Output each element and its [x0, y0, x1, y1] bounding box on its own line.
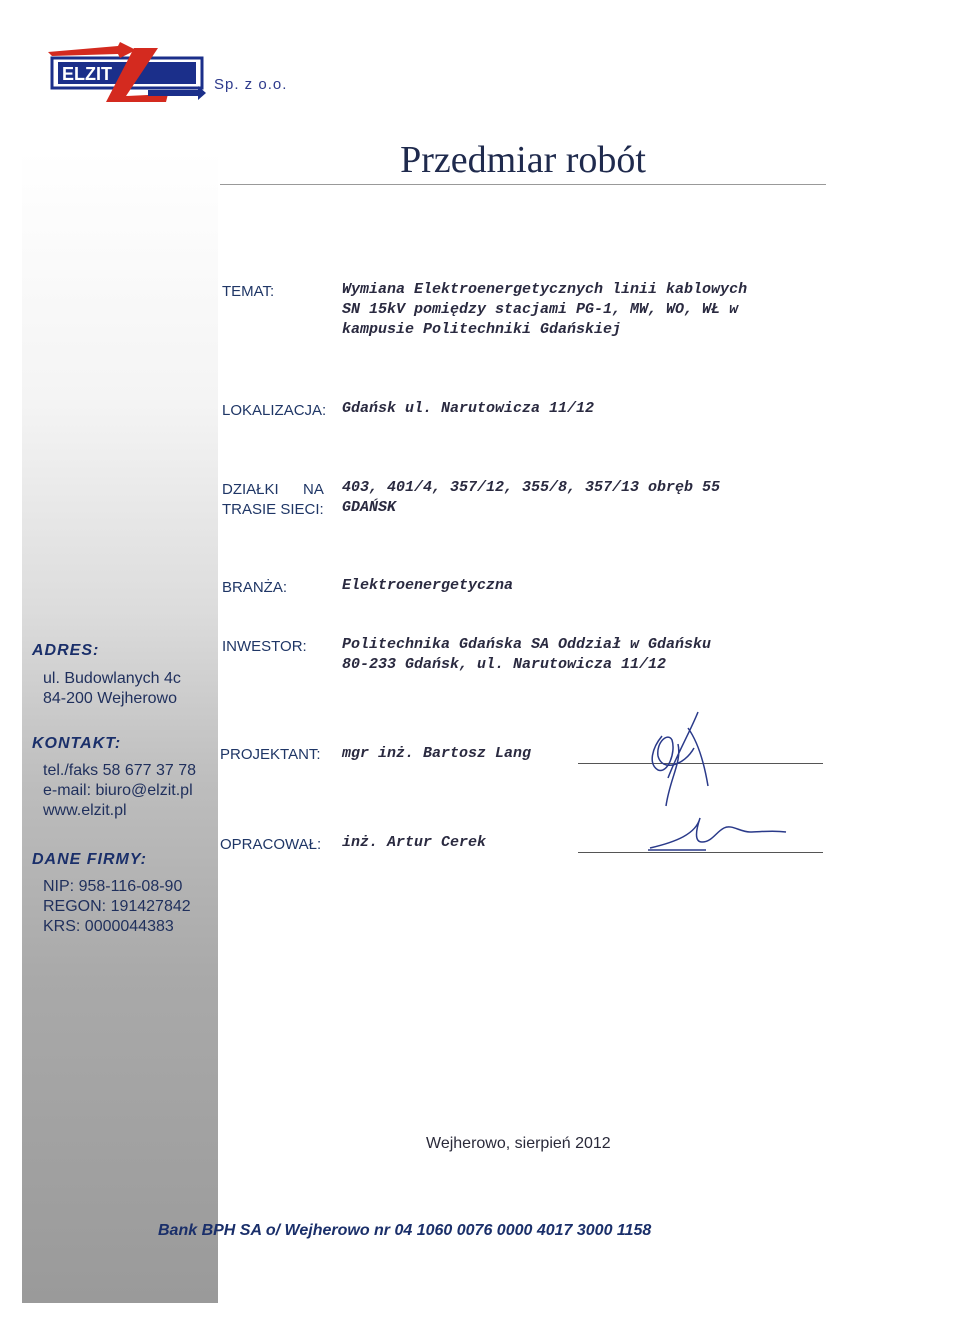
- inwestor-value-line-2: 80-233 Gdańsk, ul. Narutowicza 11/12: [342, 656, 667, 673]
- elzit-logo: [48, 42, 206, 104]
- company-suffix: Sp. z o.o.: [214, 76, 288, 93]
- sidebar-dane-line-1: NIP: 958-116-08-90: [43, 878, 183, 895]
- temat-label: TEMAT:: [222, 283, 275, 300]
- page-title: Przedmiar robót: [400, 139, 646, 181]
- place-and-date: Wejherowo, sierpień 2012: [426, 1135, 611, 1152]
- sidebar-dane-line-3: KRS: 0000044383: [43, 918, 174, 935]
- sidebar-dane-line-2: REGON: 191427842: [43, 898, 191, 915]
- sidebar-gradient: [22, 150, 218, 1303]
- opracowal-signature: [646, 812, 790, 854]
- projektant-signature: [638, 708, 718, 812]
- dzialki-label-2: NA: [303, 481, 324, 498]
- temat-value-line-2: SN 15kV pomiędzy stacjami PG-1, MW, WO, WŁ w: [342, 301, 739, 318]
- temat-value-line-3: kampusie Politechniki Gdańskiej: [342, 321, 622, 338]
- dzialki-value-line-2: GDAŃSK: [342, 499, 397, 516]
- lokalizacja-label: LOKALIZACJA:: [222, 402, 327, 419]
- sidebar-kontakt-line-1: tel./faks 58 677 37 78: [43, 762, 196, 779]
- opracowal-label: OPRACOWAŁ:: [220, 836, 322, 853]
- opracowal-value: inż. Artur Cerek: [342, 834, 487, 851]
- sidebar-kontakt-heading: KONTAKT:: [32, 735, 122, 752]
- projektant-label: PROJEKTANT:: [220, 746, 321, 763]
- inwestor-value-line-1: Politechnika Gdańska SA Oddział w Gdańsku: [342, 636, 712, 653]
- title-divider: [220, 184, 826, 185]
- inwestor-label: INWESTOR:: [222, 638, 307, 655]
- projektant-value: mgr inż. Bartosz Lang: [342, 745, 532, 762]
- dzialki-label-1: DZIAŁKI: [222, 481, 279, 498]
- dzialki-value-line-1: 403, 401/4, 357/12, 355/8, 357/13 obręb 55: [342, 479, 721, 496]
- sidebar-dane-heading: DANE FIRMY:: [32, 851, 147, 868]
- logo-text: ELZIT: [62, 64, 112, 84]
- sidebar-adres-line-1: ul. Budowlanych 4c: [43, 670, 181, 687]
- sidebar-kontakt-line-2: e-mail: biuro@elzit.pl: [43, 782, 193, 799]
- dzialki-label-3: TRASIE SIECI:: [222, 501, 324, 518]
- sidebar-adres-line-2: 84-200 Wejherowo: [43, 690, 178, 707]
- sidebar-adres-heading: ADRES:: [32, 642, 100, 659]
- sidebar-kontakt-line-3: www.elzit.pl: [43, 802, 127, 819]
- lokalizacja-value: Gdańsk ul. Narutowicza 11/12: [342, 400, 595, 417]
- temat-value-line-1: Wymiana Elektroenergetycznych linii kablowych: [342, 281, 748, 298]
- branza-label: BRANŻA:: [222, 579, 288, 596]
- branza-value: Elektroenergetyczna: [342, 577, 514, 594]
- bank-account: Bank BPH SA o/ Wejherowo nr 04 1060 0076 0000 4017 3000 1158: [158, 1222, 652, 1239]
